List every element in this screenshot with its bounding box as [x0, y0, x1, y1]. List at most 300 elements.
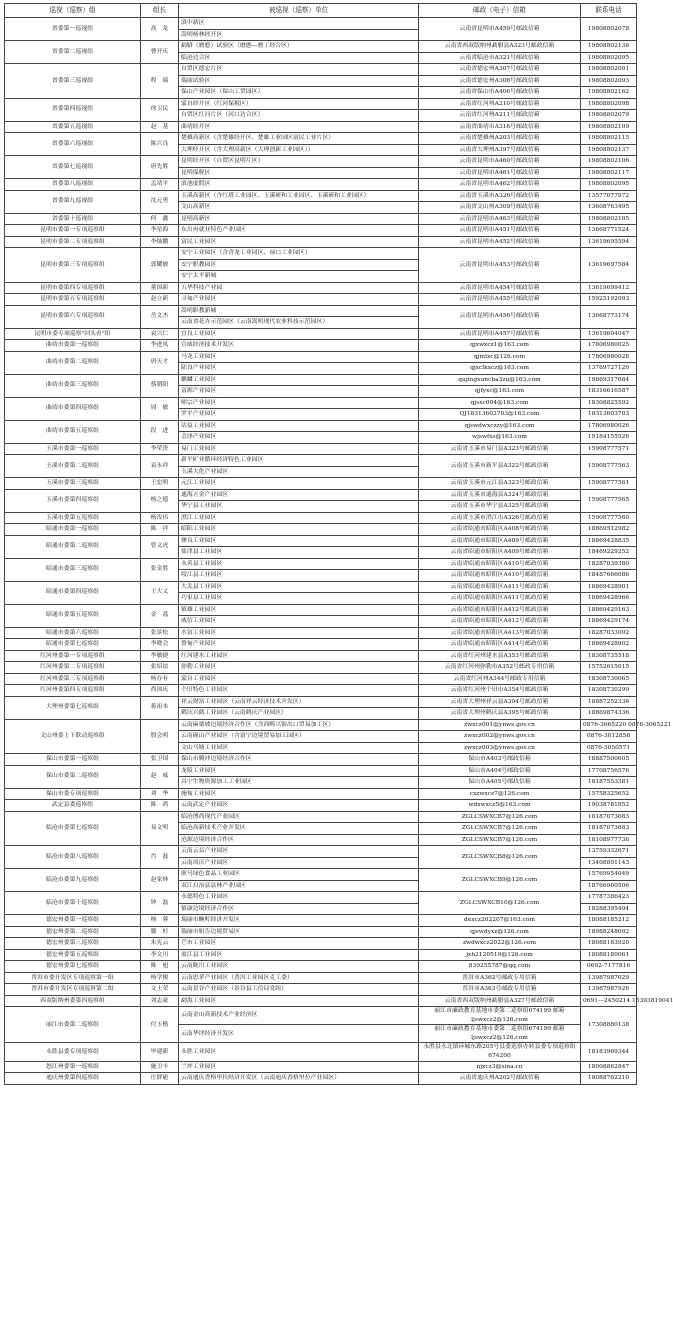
mailbox: 云南省昆明市A453号邮政信箱 — [419, 248, 581, 283]
phone: 18869428835 — [581, 535, 637, 547]
group-name: 昭通市委第六巡察组 — [5, 627, 141, 639]
mailbox: 云南省昆明市A451号邮政信箱 — [419, 225, 581, 237]
mailbox: 云南省昭通市昭阳区A412号邮政信箱 — [419, 616, 581, 628]
phone: 19808802079 — [581, 110, 637, 122]
group-name: 省委第十巡视组 — [5, 213, 141, 225]
phone: 17806980025 — [581, 340, 637, 352]
group-name: 丽江市委第二巡察组 — [5, 1007, 141, 1043]
leader-name: 张绍谊 — [141, 662, 179, 674]
leader-name: 文上荣 — [141, 984, 179, 996]
inspected-unit: 弥勒工业园区 — [179, 662, 419, 674]
inspected-unit: 云南武定产业园区 — [179, 800, 419, 812]
inspected-unit: 临沧高新技术产业开发区 — [179, 823, 419, 835]
inspected-unit: 镇康边境经济合作区 — [179, 903, 419, 915]
phone: 18487666086 — [581, 570, 637, 582]
mailbox: 云南省红河州建水县A353号邮政信箱 — [419, 650, 581, 662]
mailbox: 云南省昭通市昭阳区A409号邮政信箱 — [419, 547, 581, 559]
header-leader: 组长 — [141, 4, 179, 18]
leader-name: 朱宪云 — [141, 938, 179, 950]
inspected-unit: 云南云县产业园区 — [179, 846, 419, 858]
phone: 18187073683 — [581, 823, 637, 835]
mailbox: 云南省迪庆州A202号邮政信箱 — [419, 1073, 581, 1085]
phone: 15908777561 — [581, 478, 637, 490]
group-name: 省委第四巡视组 — [5, 98, 141, 121]
inspected-unit: 勐海工业园区 — [179, 995, 419, 1007]
table-row — [5, 41, 637, 53]
phone: 19808802095 — [581, 179, 637, 191]
group-name: 玉溪市委第五巡察组 — [5, 512, 141, 524]
table-row — [5, 892, 637, 904]
inspected-unit: 威信工业园区 — [179, 616, 419, 628]
group-name: 西双版纳州委第四巡察组 — [5, 995, 141, 1007]
table-row — [5, 98, 637, 110]
mailbox: zwxcz001@ynws.gov.cn — [419, 719, 581, 731]
leader-name: 李星海 — [141, 225, 179, 237]
phone: 18313603703 — [581, 409, 637, 421]
inspected-unit: 元江工业园区 — [179, 478, 419, 490]
phone: 19808802162 — [581, 87, 637, 99]
inspected-unit: 保山产业园区（保山工贸园区） — [179, 87, 419, 99]
mailbox: 云南省大理州A397号邮政信箱 — [419, 144, 581, 156]
leader-name: 赵 威 — [141, 765, 179, 788]
inspected-unit: 鹤庆兴鹤工业园区（云南鹤庆产业园区） — [179, 708, 419, 720]
table-row — [5, 1061, 637, 1073]
mailbox: jxh2120519@126.com — [419, 949, 581, 961]
phone: 18183969344 — [581, 1043, 637, 1061]
group-name: 省委第七巡视组 — [5, 156, 141, 179]
leader-name: 陈兴良 — [141, 133, 179, 156]
phone: 13987987926 — [581, 984, 637, 996]
table-row — [5, 972, 637, 984]
table-row — [5, 558, 637, 570]
table-row — [5, 64, 637, 76]
leader-name: 段 进 — [141, 420, 179, 443]
inspected-unit: 沾益工业园区 — [179, 420, 419, 432]
table-row — [5, 788, 637, 800]
mailbox: 云南省玉溪市澄江市A326号邮政信箱 — [419, 512, 581, 524]
phone: 18869429163 — [581, 604, 637, 616]
phone: 19808802105 — [581, 213, 637, 225]
inspected-unit: 通海五金产业园区 — [179, 489, 419, 501]
leader-name: 赵立新 — [141, 294, 179, 306]
phone: 19808802117 — [581, 167, 637, 179]
header-row — [5, 4, 637, 18]
inspected-unit: 云南省花卉示范园区（云南嵩明现代农业科技示范园区） — [179, 317, 419, 329]
inspected-unit: 大理经开区（含大理高新区（大理创新工业园区）） — [179, 144, 419, 156]
phone: 18869428966 — [581, 593, 637, 605]
inspected-unit: 玉溪高新区（含红塔工业园区、玉溪研和工业园区、玉溪研和工业园区） — [179, 190, 419, 202]
mailbox: qjswdwxczzy@163.com — [419, 420, 581, 432]
inspected-unit: 永善县工业园区 — [179, 558, 419, 570]
leader-name: 李灿鹏 — [141, 236, 179, 248]
mailbox: 云南省昭通市昭阳区A412号邮政信箱 — [419, 604, 581, 616]
group-name: 临沧市委第九巡察组 — [5, 869, 141, 892]
leader-name: 唐先胜 — [141, 156, 179, 179]
table-row — [5, 524, 637, 536]
group-name: 玉溪市委第二巡察组 — [5, 455, 141, 478]
inspected-unit: 自贸区德宏片区 — [179, 64, 419, 76]
table-row — [5, 938, 637, 950]
phone: 18187073683 — [581, 811, 637, 823]
group-name: 临沧市委第七巡察组 — [5, 811, 141, 846]
phone: 13619695594 — [581, 236, 637, 248]
table-row — [5, 1043, 637, 1061]
leader-name: 杨存有 — [141, 673, 179, 685]
mailbox: qjfyxc@163.com — [419, 386, 581, 398]
mailbox: ZGLCSWXCB8@126.com — [419, 846, 581, 869]
inspected-unit: 华宁县工业园区 — [179, 501, 419, 513]
group-name: 省委第八巡视组 — [5, 179, 141, 191]
mailbox: ZGLCSWXCB7@126.com — [419, 823, 581, 835]
inspected-unit: 云南凤庆产业园区 — [179, 857, 419, 869]
inspected-unit: 瑞丽市姐告边境贸易区 — [179, 926, 419, 938]
group-name: 省委第五巡视组 — [5, 121, 141, 133]
phone: 13668771524 — [581, 225, 637, 237]
group-name: 昭通市委第五巡察组 — [5, 604, 141, 627]
inspected-unit: 耿马绿色食品工业园区 — [179, 869, 419, 881]
mailbox: zwdwxcz2022@126.com — [419, 938, 581, 950]
phone: 19038781852 — [581, 800, 637, 812]
table-row — [5, 328, 637, 340]
table-row — [5, 121, 637, 133]
inspected-unit: 易门工业园区 — [179, 443, 419, 455]
mailbox: 云南省红河州A210号邮政信箱 — [419, 98, 581, 110]
table-row — [5, 190, 637, 202]
mailbox: 云南省昭通市昭阳区A413号邮政信箱 — [419, 627, 581, 639]
group-name: 玉溪市委第一巡察组 — [5, 443, 141, 455]
inspected-unit: 蒙自工业园区 — [179, 673, 419, 685]
inspected-unit: 云南砚山产业园区（含富宁边境贸易加工园区） — [179, 731, 419, 743]
inspected-unit: 绥江县工业园区 — [179, 570, 419, 582]
inspection-table — [4, 3, 673, 1085]
group-name: 昆明市委专项巡察"回头看"组 — [5, 328, 141, 340]
table-row — [5, 18, 637, 30]
table-row — [5, 604, 637, 616]
phone: 18308730065 — [581, 673, 637, 685]
inspected-unit: 嵩明职教新城 — [179, 305, 419, 317]
inspected-unit: 昭阳工业园区 — [179, 524, 419, 536]
leader-name: 杨汝伟 — [141, 512, 179, 524]
phone: 0876-3012858 — [581, 731, 637, 743]
group-name: 德宏州委第二巡察组 — [5, 926, 141, 938]
mailbox: qjsxc004@163.com — [419, 397, 581, 409]
inspected-unit: 师宗产业园区 — [179, 397, 419, 409]
phone: 0692-7177816 — [581, 961, 637, 973]
table-row — [5, 995, 637, 1007]
table-row — [5, 478, 637, 490]
table-row — [5, 696, 637, 708]
inspected-unit: 会泽产业园区 — [179, 432, 419, 444]
group-name: 省委第三巡视组 — [5, 64, 141, 99]
mailbox: 云南省玉溪市易门县A323号邮政信箱 — [419, 443, 581, 455]
inspected-unit: 临沧博尚现代产业园区 — [179, 811, 419, 823]
table-row — [5, 374, 637, 386]
phone: 0876-3050571 — [581, 742, 637, 754]
group-name: 武定县委巡察组 — [5, 800, 141, 812]
table-row — [5, 1007, 637, 1025]
inspected-unit: 保山市腾冲边境经济合作区 — [179, 754, 419, 766]
group-name: 曲靖市委第五巡察组 — [5, 420, 141, 443]
leader-name: 杨 蓉 — [141, 915, 179, 927]
leader-name: 何 鑫 — [141, 213, 179, 225]
phone: 18887500605 — [581, 754, 637, 766]
table-row — [5, 662, 637, 674]
mailbox: qjswdyxz@126.com — [419, 926, 581, 938]
mailbox: 丽江市廉政教育基地市委第二巡察组674199 邮箱ljswxcz2@126.com — [419, 1007, 581, 1025]
table-row — [5, 443, 637, 455]
mailbox: 云南省昆明市A455号邮政信箱 — [419, 294, 581, 306]
inspected-unit: 玉溪大化产业园区 — [179, 466, 419, 478]
inspected-unit: 云南华坪经济开发区 — [179, 1025, 419, 1043]
inspected-unit: 云南景谷产业园区（景谷县工信局党组） — [179, 984, 419, 996]
phone: 18887252336 — [581, 696, 637, 708]
leader-name: 张卫国 — [141, 754, 179, 766]
leader-name: 李晓会 — [141, 639, 179, 651]
phone: 13619697584 — [581, 248, 637, 283]
leader-name: 郭耀敏 — [141, 248, 179, 283]
phone: 17806980028 — [581, 351, 637, 363]
group-name: 昭通市委第二巡察组 — [5, 535, 141, 558]
inspected-unit: 临沧边合区 — [179, 52, 419, 64]
group-name: 昆明市委第一专项巡察组 — [5, 225, 141, 237]
phone: 17806980026 — [581, 420, 637, 432]
inspected-unit: 云南陇川工业园区 — [179, 961, 419, 973]
inspected-unit: 罗平产业园区 — [179, 409, 419, 421]
table-row — [5, 420, 637, 432]
leader-name: 杨学俊 — [141, 972, 179, 984]
group-name: 曲靖市委第四巡察组 — [5, 397, 141, 420]
table-row — [5, 627, 637, 639]
inspected-unit: 自贸区红河片区（河口边合区） — [179, 110, 419, 122]
mailbox: wjswfxs@163.com — [419, 432, 581, 444]
phone: 18287033092 — [581, 627, 637, 639]
phone: 0876-3065220 0876-3065221 — [581, 719, 637, 731]
phone: 13619699412 — [581, 282, 637, 294]
mailbox: 云南省德宏州A308号邮政信箱 — [419, 75, 581, 87]
mailbox: 云南省昆明市A459号邮政信箱 — [419, 18, 581, 41]
group-name: 德宏州委第一巡察组 — [5, 915, 141, 927]
inspected-unit: 麒麟工业园区 — [179, 374, 419, 386]
inspected-unit: 祥云财富工业园区（云南祥云经济技术开发区） — [179, 696, 419, 708]
mailbox: qjmlxc@126.com — [419, 351, 581, 363]
inspected-unit: 文山马塘工业园区 — [179, 742, 419, 754]
group-name: 昆明市委第二专项巡察组 — [5, 236, 141, 248]
table-row — [5, 765, 637, 777]
mailbox: qujingxuncha3zu@163.com — [419, 374, 581, 386]
mailbox: zwxcz003@ynws.gov.cn — [419, 742, 581, 754]
mailbox: 云南省昆明市A462号邮政信箱 — [419, 179, 581, 191]
inspected-unit: 盈江县工业园区 — [179, 949, 419, 961]
inspected-unit: 云南迪庆香格里拉经济开发区（云南迪庆香格里拉产业园区） — [179, 1073, 419, 1085]
inspected-unit: 鲁甸产业园区 — [179, 639, 419, 651]
table-row — [5, 685, 637, 697]
table-row — [5, 915, 637, 927]
table-row — [5, 869, 637, 881]
phone: 18288395494 — [581, 903, 637, 915]
mailbox: 云南省昆明市A463号邮政信箱 — [419, 213, 581, 225]
inspected-unit: 滇池度假区 — [179, 179, 419, 191]
mailbox: QJ18313603703@163.com — [419, 409, 581, 421]
phone: 13987987029 — [581, 972, 637, 984]
phone: 13759332671 — [581, 846, 637, 858]
table-row — [5, 984, 637, 996]
leader-name: 毕建新 — [141, 1043, 179, 1061]
leader-name: 袁兴仁 — [141, 328, 179, 340]
mailbox: 云南省曲靖市A316号邮政信箱 — [419, 121, 581, 133]
table-row — [5, 639, 637, 651]
leader-name: 易文明 — [141, 811, 179, 846]
mailbox: 云南省玉溪市A326号邮政信箱 — [419, 190, 581, 202]
inspected-unit: 陆良产业园区 — [179, 363, 419, 375]
leader-name: 张金胜 — [141, 558, 179, 581]
mailbox: 云南省临沧市A321号邮政信箱 — [419, 52, 581, 64]
inspected-unit: 红河建水工业园区 — [179, 650, 419, 662]
group-name: 保山市委第一巡察组 — [5, 754, 141, 766]
table-row — [5, 535, 637, 547]
mailbox: 839255787@qq.com — [419, 961, 581, 973]
phone: 18287039380 — [581, 558, 637, 570]
mailbox: 云南省昭通市昭阳区A410号邮政信箱 — [419, 570, 581, 582]
phone: 19808802078 — [581, 18, 637, 41]
inspected-unit: 勐腊（磨憨）试验区（磨憨—磨丁经合区） — [179, 41, 419, 53]
phone: 18008862847 — [581, 1061, 637, 1073]
group-name: 昆明市委第四专项巡察组 — [5, 282, 141, 294]
group-name: 昭通市委第七巡察组 — [5, 639, 141, 651]
group-name: 红河州委第三专项巡察组 — [5, 673, 141, 685]
header-group: 巡视（巡察）组 — [5, 4, 141, 18]
mailbox: 云南省昆明市A456号邮政信箱 — [419, 305, 581, 328]
mailbox: 云南省昆明市A452号邮政信箱 — [419, 236, 581, 248]
mailbox: 云南省昭通市昭阳区A408号邮政信箱 — [419, 524, 581, 536]
phone: 19808802138 — [581, 41, 637, 53]
mailbox: 云南省昭通市昭阳区A411号邮政信箱 — [419, 581, 581, 593]
leader-name: 岳文杰 — [141, 305, 179, 328]
phone: 18088762210 — [581, 1073, 637, 1085]
inspected-unit: 云南思茅产业园区（普洱工业园区克工委） — [179, 972, 419, 984]
table-row — [5, 156, 637, 168]
mailbox: 保山市A405号邮政信箱 — [419, 777, 581, 789]
leader-name: 袁永祥 — [141, 455, 179, 478]
header-mailbox: 邮政（电子）信箱 — [419, 4, 581, 18]
inspected-unit: 水富工业园区 — [179, 627, 419, 639]
group-name: 临沧市委第八巡察组 — [5, 846, 141, 869]
group-name: 德宏州委第七巡察组 — [5, 961, 141, 973]
leader-name: 周 敏 — [141, 397, 179, 420]
inspected-unit: 楚雄高新区（含楚雄经开区、楚雄工业园区富民工业片区） — [179, 133, 419, 145]
inspected-unit: 盐津县工业园区 — [179, 547, 419, 559]
leader-name: 李进凤 — [141, 340, 179, 352]
phone: 17787386423 — [581, 892, 637, 904]
mailbox: 云南省玉溪市华宁县A325号邮政信箱 — [419, 501, 581, 513]
leader-name: 钟 磊 — [141, 892, 179, 915]
phone: 0691—2450214 15393819041 — [581, 995, 637, 1007]
inspected-unit: 瑞丽市畹町经济开发区 — [179, 915, 419, 927]
phone: 19808802109 — [581, 121, 637, 133]
phone: 15758325652 — [581, 788, 637, 800]
mailbox: 云南省德宏州A307号邮政信箱 — [419, 64, 581, 76]
table-row — [5, 213, 637, 225]
inspected-unit: 马龙工业园区 — [179, 351, 419, 363]
mailbox: 云南省红河州弥勒市A352号邮政专用信箱 — [419, 662, 581, 674]
leader-name: 庄群能 — [141, 1073, 179, 1085]
group-name: 玉溪市委第四巡察组 — [5, 489, 141, 512]
phone: 18108977736 — [581, 834, 637, 846]
header-unit: 被巡视（巡察）单位 — [179, 4, 419, 18]
leader-name: 蔡朝阳 — [141, 374, 179, 397]
table-row — [5, 754, 637, 766]
leader-name: 尚国庆 — [141, 685, 179, 697]
inspected-unit: 巧家县工业园区 — [179, 593, 419, 605]
phone: 18869429174 — [581, 616, 637, 628]
mailbox: 云南省昭通市昭阳区A410号邮政信箱 — [419, 558, 581, 570]
phone: 15908777565 — [581, 489, 637, 512]
group-name: 玉溪市委第三巡察组 — [5, 478, 141, 490]
group-name: 德宏州委第五巡察组 — [5, 949, 141, 961]
phone: 15908777571 — [581, 443, 637, 455]
inspected-unit: 曲靖经开区 — [179, 121, 419, 133]
leader-name: 赵家林 — [141, 869, 179, 892]
leader-name: 刘 华 — [141, 788, 179, 800]
group-name: 红河州委第四专项巡察组 — [5, 685, 141, 697]
mailbox: 普洱市A363号邮政专用信箱 — [419, 984, 581, 996]
mailbox: 保山市A404号邮政信箱 — [419, 765, 581, 777]
mailbox: 云南省楚雄州A203号邮政信箱 — [419, 133, 581, 145]
mailbox: 云南省昆明市A457号邮政信箱 — [419, 328, 581, 340]
table-row — [5, 236, 637, 248]
group-name: 普洱市委开发区专项巡察第二组 — [5, 984, 141, 996]
phone: 18088163920 — [581, 938, 637, 950]
phone: 18316616587 — [581, 386, 637, 398]
inspected-unit: 昆明经开区（自贸区昆明片区） — [179, 156, 419, 168]
phone: 17308880138 — [581, 1007, 637, 1043]
leader-name: 蒋祖本 — [141, 696, 179, 719]
inspected-unit: 寻甸产业园区 — [179, 294, 419, 306]
leader-name: 董国新 — [141, 282, 179, 294]
mailbox: ZGLCSWXCB10@126.com — [419, 892, 581, 915]
phone: 18988248092 — [581, 926, 637, 938]
phone: 13769727120 — [581, 363, 637, 375]
table-row — [5, 179, 637, 191]
phone: 19808802115 — [581, 133, 637, 145]
inspected-unit: 彝良工业园区 — [179, 535, 419, 547]
mailbox: 云南省红河州A344号邮政专用信箱 — [419, 673, 581, 685]
group-name: 昭通市委第一巡察组 — [5, 524, 141, 536]
leader-name: 唐天才 — [141, 351, 179, 374]
leader-name: 陈 旭 — [141, 961, 179, 973]
table-row — [5, 282, 637, 294]
phone: 15925192093 — [581, 294, 637, 306]
table-row — [5, 512, 637, 524]
phone: 18869428902 — [581, 639, 637, 651]
mailbox: dexcz202207@163.com — [419, 915, 581, 927]
leader-name: 殷会明 — [141, 719, 179, 754]
header-phone: 联系电话 — [581, 4, 637, 18]
inspected-unit: 瑞丽试验区 — [179, 75, 419, 87]
inspected-unit: 个旧特色工业园区 — [179, 685, 419, 697]
inspected-unit: 施甸工业园区 — [179, 788, 419, 800]
leader-name: 杨之德 — [141, 489, 179, 512]
mailbox: qjxwxcz1@163.com — [419, 340, 581, 352]
phone: 18088185212 — [581, 915, 637, 927]
inspected-unit: 龙陵工业园区 — [179, 765, 419, 777]
mailbox: wdxwxcz5@163.com — [419, 800, 581, 812]
group-name: 迪庆州委第四巡察组 — [5, 1073, 141, 1085]
table-row — [5, 294, 637, 306]
phone: 19808802095 — [581, 52, 637, 64]
phone: 13668773174 — [581, 305, 637, 328]
document-page — [4, 3, 673, 1085]
leader-name: 李荣贵 — [141, 443, 179, 455]
